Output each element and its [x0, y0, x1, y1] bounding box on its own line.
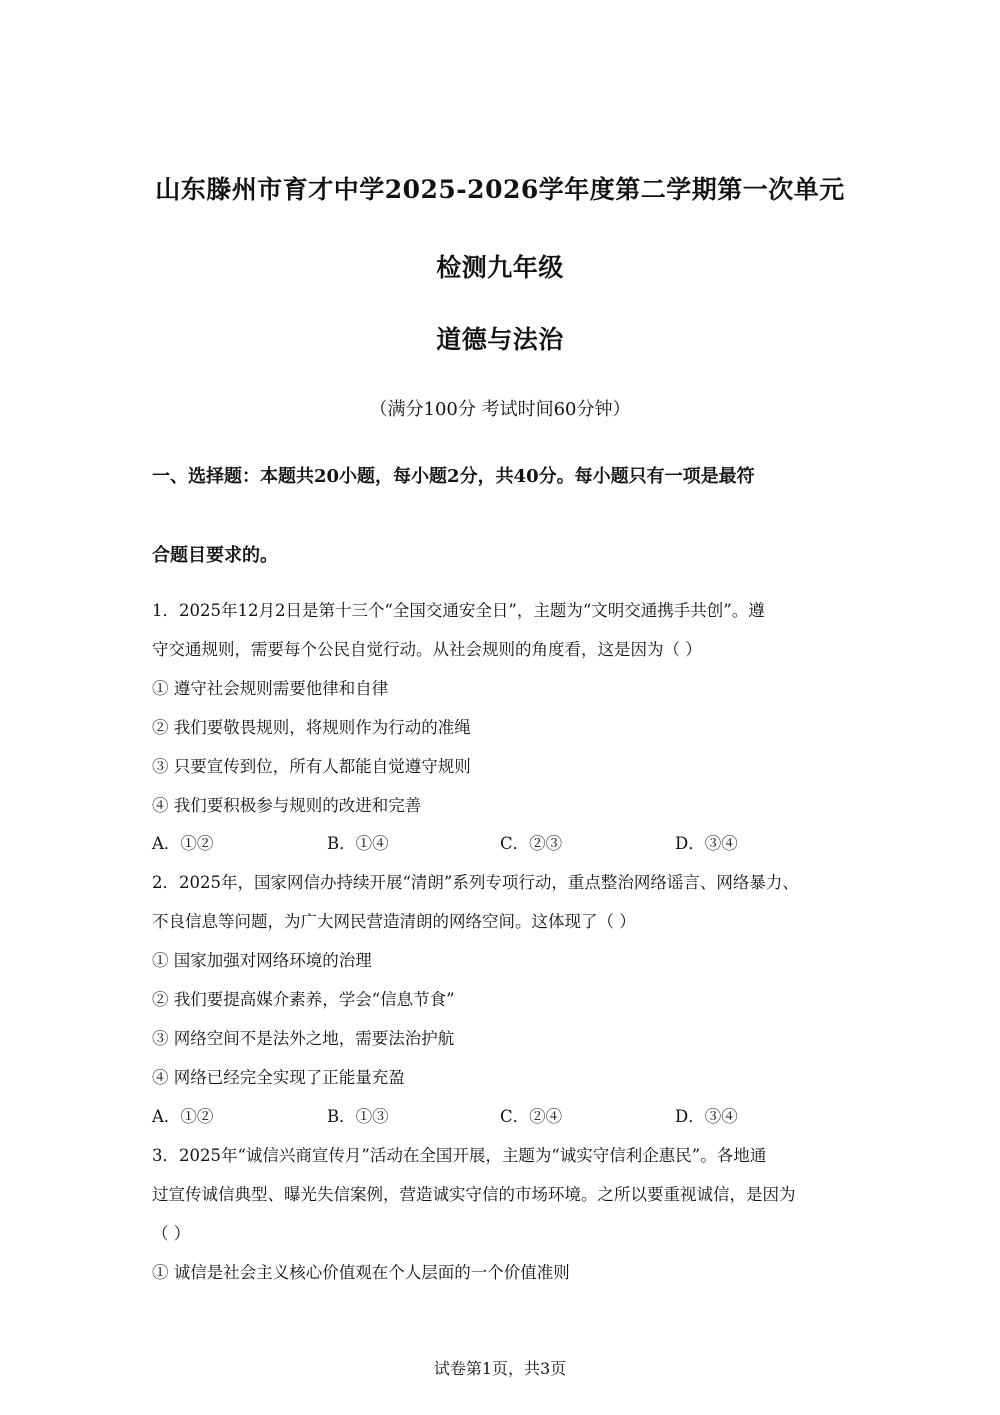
- q2-item: ② 我们要提高媒介素养，学会“信息节食”: [152, 990, 455, 1009]
- exam-subject-title: 道德与法治: [436, 325, 564, 354]
- q2-option-d: D．③④: [675, 1107, 738, 1126]
- q3-stem-line2: 过宣传诚信典型、曝光失信案例，营造诚实守信的市场环境。之所以要重视诚信，是因为: [152, 1185, 796, 1204]
- q2-item: ① 国家加强对网络环境的治理: [152, 951, 372, 970]
- exam-title-line2: 检测九年级: [436, 253, 564, 282]
- q2-stem-line1: 2．2025年，国家网信办持续开展“清朗”系列专项行动，重点整治网络谣言、网络暴力、: [152, 873, 799, 892]
- q1-item: ③ 只要宣传到位，所有人都能自觉遵守规则: [152, 757, 471, 776]
- q2-options: [152, 1103, 852, 1125]
- page-footer: 试卷第1页，共3页: [433, 1359, 567, 1378]
- q2-option-c: C．②④: [500, 1107, 563, 1126]
- q3-stem-line3: （ ）: [152, 1224, 191, 1243]
- q1-item: ④ 我们要积极参与规则的改进和完善: [152, 796, 422, 815]
- section-heading-line2: 合题目要求的。: [152, 545, 278, 566]
- q1-option-b: B．①④: [327, 834, 389, 853]
- q1-stem-line1: 1．2025年12月2日是第十三个“全国交通安全日”，主题为“文明交通携手共创”。遵: [152, 601, 765, 620]
- q2-stem-line2: 不良信息等问题，为广大网民营造清朗的网络空间。这体现了（ ）: [152, 912, 636, 931]
- q1-item: ① 遵守社会规则需要他律和自律: [152, 679, 389, 698]
- q1-stem-line2: 守交通规则，需要每个公民自觉行动。从社会规则的角度看，这是因为（ ）: [152, 640, 702, 659]
- q2-item: ④ 网络已经完全实现了正能量充盈: [152, 1068, 405, 1087]
- exam-title-line1: 山东滕州市育才中学2025-2026学年度第二学期第一次单元: [155, 175, 845, 204]
- q1-options: [152, 830, 852, 852]
- section-heading-line1: 一、选择题：本题共20小题，每小题2分，共40分。每小题只有一项是最符: [152, 466, 755, 487]
- q2-option-b: B．①③: [327, 1107, 389, 1126]
- q1-option-d: D．③④: [675, 834, 738, 853]
- q3-item: ① 诚信是社会主义核心价值观在个人层面的一个价值准则: [152, 1263, 570, 1282]
- q2-option-a: A．①②: [152, 1107, 214, 1126]
- q1-option-c: C．②③: [500, 834, 563, 853]
- exam-score-time: （满分100分 考试时间60分钟）: [369, 399, 631, 420]
- q1-option-a: A．①②: [152, 834, 214, 853]
- q3-stem-line1: 3．2025年“诚信兴商宣传月”活动在全国开展，主题为“诚实守信利企惠民”。各地通: [152, 1146, 767, 1165]
- q2-item: ③ 网络空间不是法外之地，需要法治护航: [152, 1029, 455, 1048]
- q1-item: ② 我们要敬畏规则，将规则作为行动的准绳: [152, 718, 471, 737]
